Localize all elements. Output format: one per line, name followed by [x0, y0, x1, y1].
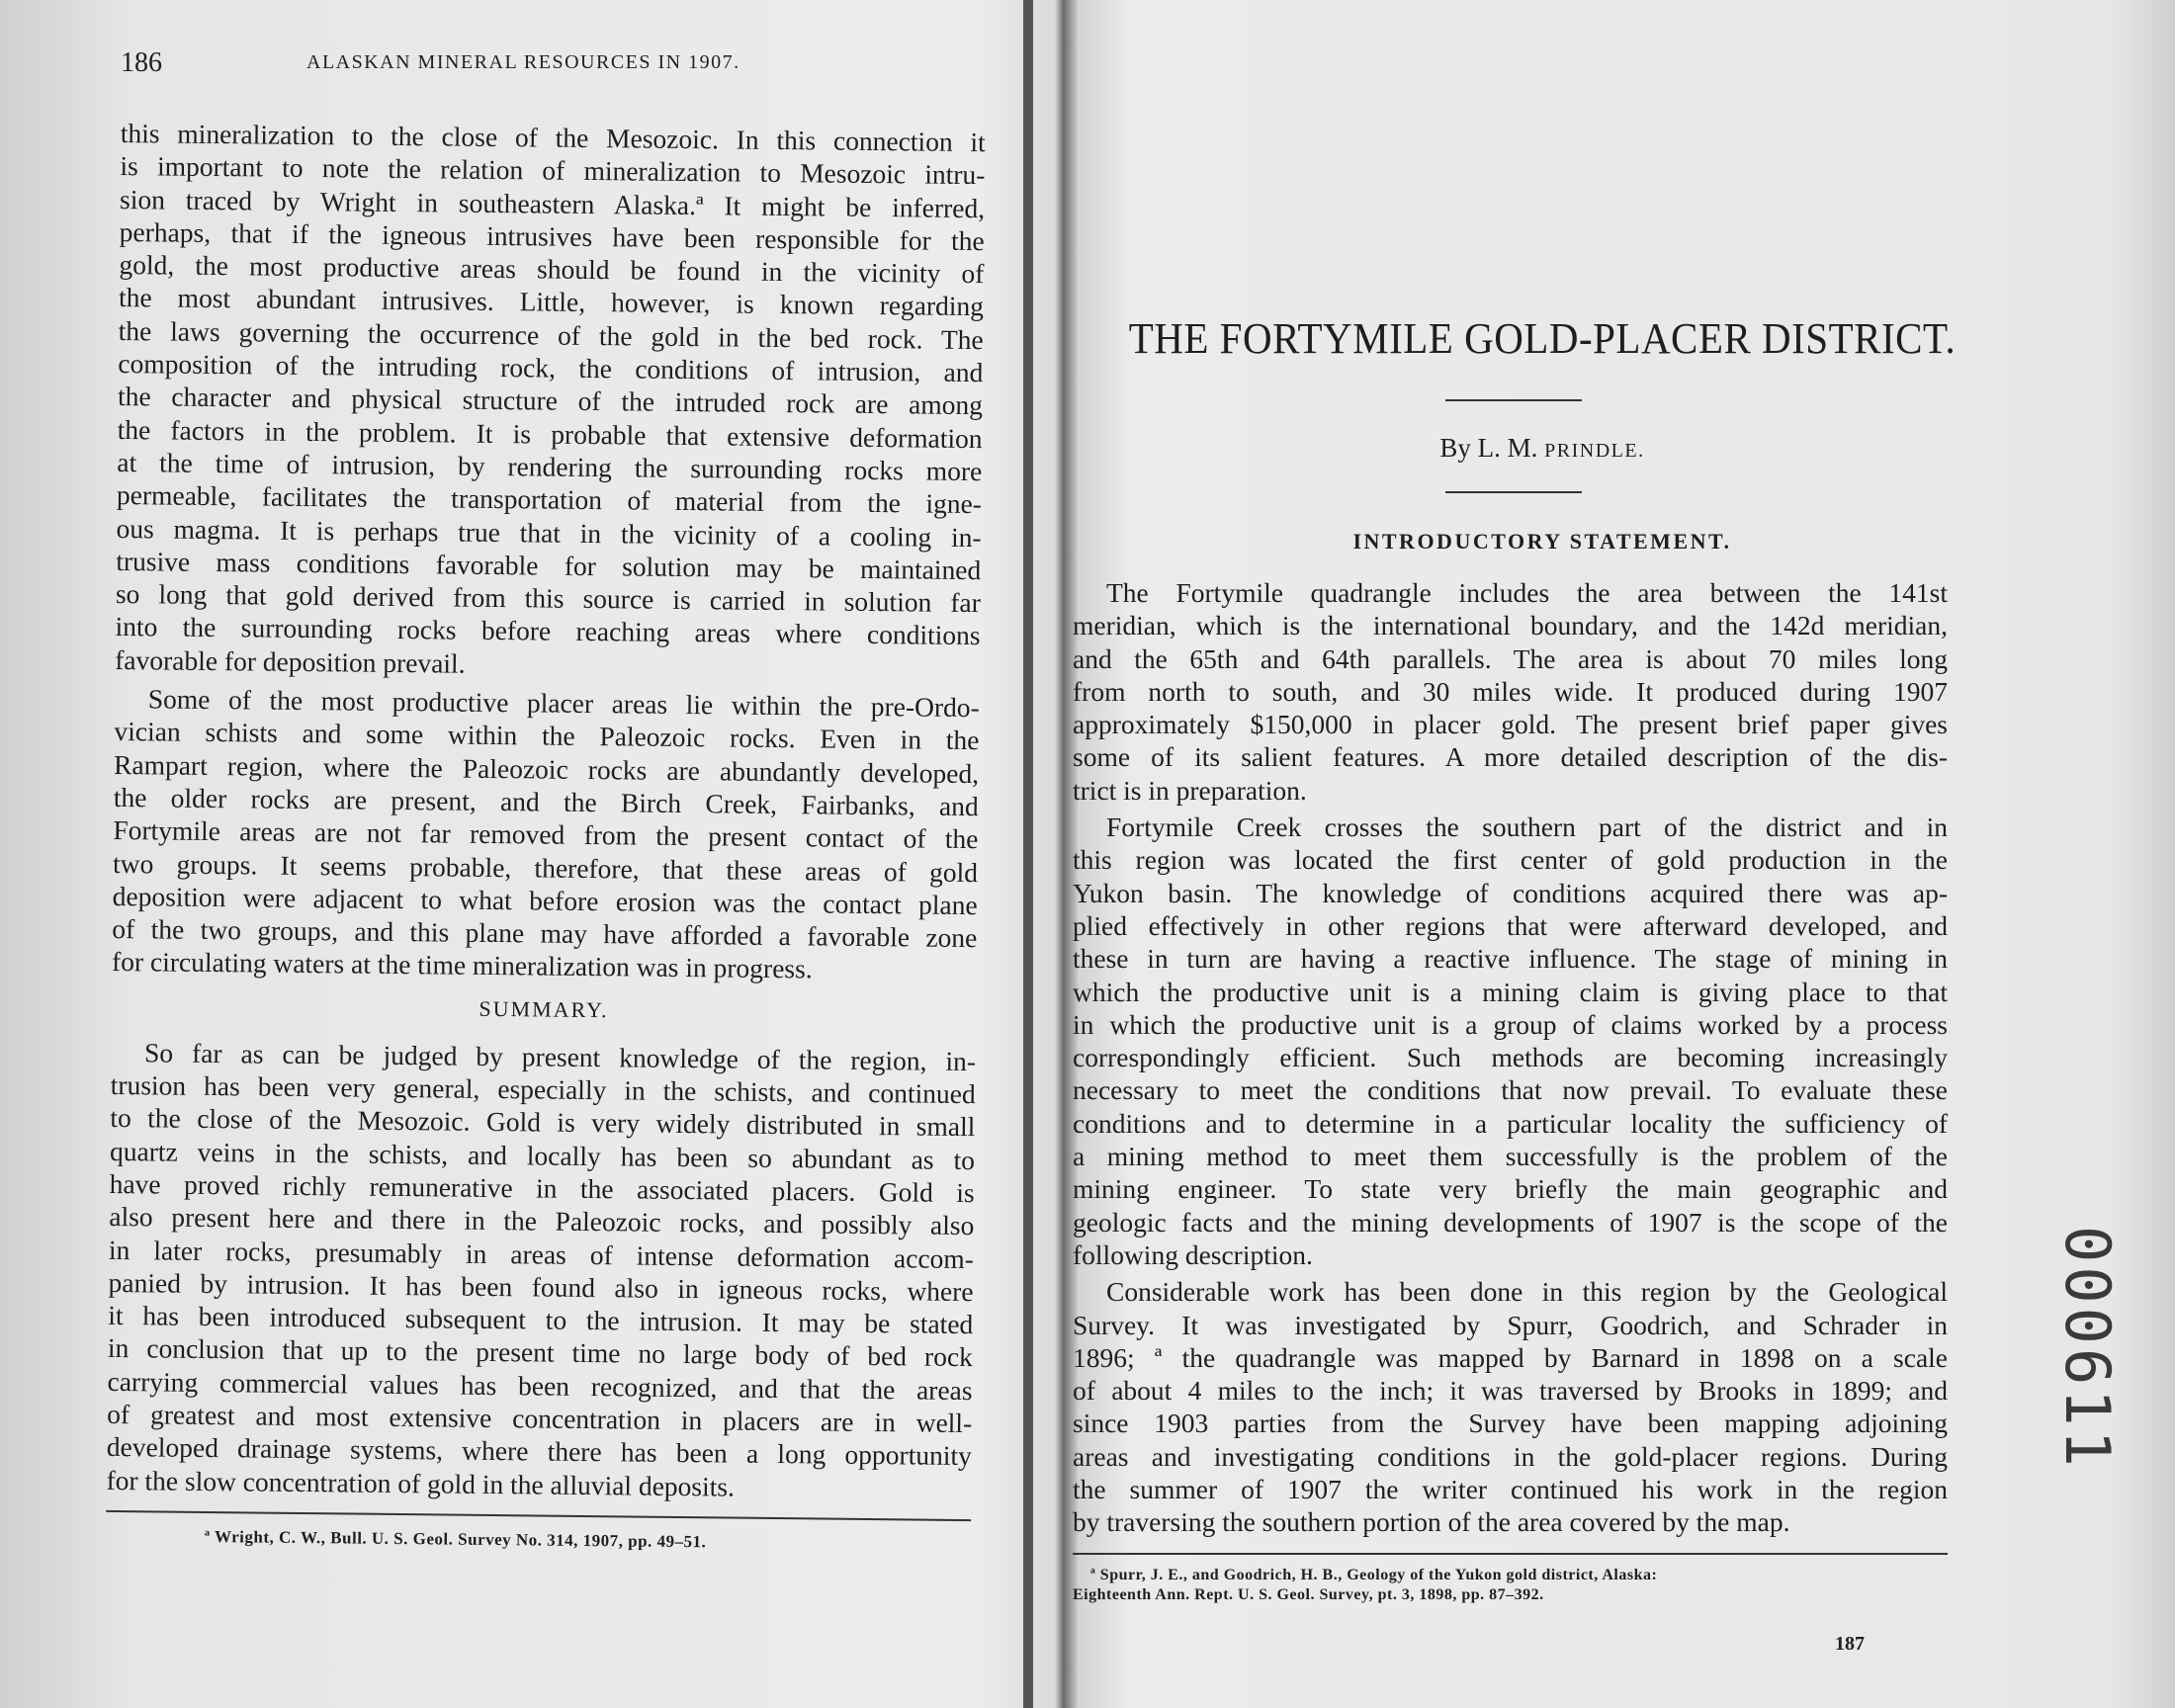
running-head-title: ALASKAN MINERAL RESOURCES IN 1907.	[306, 51, 740, 73]
article-title: THE FORTYMILE GOLD-PLACER DISTRICT.	[1128, 313, 1957, 363]
text-line: Survey. It was investigated by Spurr, Goodrich, and Schrader in	[1073, 1309, 1948, 1340]
text-line: trusion has been very general, especially in the schists, and continued	[110, 1068, 976, 1110]
text-line: in conclusion that up to the present time no large body of bed rock	[107, 1332, 974, 1373]
text-line: deposition were adjacent to what before erosion was the contact plane	[112, 880, 978, 920]
text-line: it has been introduced subsequent to the intrusion. It may be stated	[108, 1300, 974, 1340]
summary-heading: SUMMARY.	[478, 995, 609, 1022]
left-paragraph-1	[115, 117, 986, 685]
text-line: the factors in the problem. It is probable that extensive deformation	[117, 413, 983, 454]
text-line: Fortymile Creek crosses the southern part of the district and in	[1106, 811, 1948, 843]
text-line: these in turn are having a reactive influence. The stage of mining in	[1073, 943, 1948, 975]
text-line: gold, the most productive areas should be found in the vicinity of	[119, 249, 985, 290]
right-footnote-rule	[1073, 1553, 1948, 1555]
left-page	[0, 0, 1023, 1708]
text-line: for the slow concentration of gold in the alluvial deposits.	[106, 1464, 736, 1502]
text-line: areas and investigating conditions in the gold-placer regions. During	[1073, 1440, 1948, 1472]
text-line: Fortymile areas are not far removed from the present contact of the	[113, 814, 979, 855]
text-line: since 1903 parties from the Survey have been mapping adjoining	[1073, 1408, 1948, 1439]
accession-stamp-number: 000611	[2051, 1226, 2124, 1471]
text-line: of greatest and most extensive concentration in placers are in well-	[107, 1398, 973, 1439]
right-footnote-line-1: ª Spurr, J. E., and Goodrich, H. B., Geology of the Yukon gold district, Alaska:	[1090, 1566, 1658, 1583]
right-paragraph-1	[1073, 576, 1948, 807]
right-text-column	[1073, 576, 1948, 1604]
text-line: plied effectively in other regions that were afterward developed, and	[1073, 909, 1948, 941]
text-line: the older rocks are present, and the Birch Creek, Fairbanks, and	[113, 781, 979, 822]
text-line: a mining method to meet them successfully is the problem of the	[1073, 1141, 1948, 1172]
text-line: into the surrounding rocks before reaching areas where conditions	[115, 611, 981, 651]
text-line: of the two groups, and this plane may have afforded a favorable zone	[112, 913, 978, 954]
intro-heading: INTRODUCTORY STATEMENT.	[1352, 529, 1732, 554]
text-line: quartz veins in the schists, and locally has been so abundant as to	[109, 1135, 976, 1175]
left-page-number: 186	[121, 47, 162, 78]
text-line: permeable, facilitates the transportation of material from the igne-	[116, 479, 983, 520]
byline-prefix: By L. M.	[1439, 433, 1545, 463]
text-line: Rampart region, where the Paleozoic rocks are abundantly developed,	[113, 748, 980, 789]
text-line: the character and physical structure of the intruded rock are among	[117, 381, 984, 421]
text-line: necessary to meet the conditions that now prevail. To evaluate these	[1073, 1074, 1948, 1106]
text-line: for circulating waters at the time mineralization was in progress.	[111, 946, 813, 984]
title-rule-top	[1445, 399, 1582, 401]
text-line: Considerable work has been done in this region by the Geological	[1106, 1276, 1948, 1308]
right-page-number: 187	[1835, 1633, 1865, 1655]
right-paragraph-3	[1073, 1275, 1948, 1538]
text-line: sion traced by Wright in southeastern Alaska.ª It might be inferred,	[119, 183, 986, 223]
text-line: developed drainage systems, where there has been a long opportunity	[106, 1431, 973, 1472]
text-line: trusive mass conditions favorable for solution may be maintained	[116, 545, 982, 585]
text-line: is important to note the relation of mineralization to Mesozoic intru-	[120, 150, 986, 191]
text-line: this region was located the first center of gold production in the	[1073, 844, 1948, 876]
text-line: geologic facts and the mining developments of 1907 is the scope of the	[1073, 1206, 1948, 1238]
text-line: favorable for deposition prevail.	[115, 643, 466, 679]
text-line: and the 65th and 64th parallels. The area is about 70 miles long	[1073, 642, 1948, 674]
title-rule-bottom	[1445, 491, 1582, 493]
text-line: have proved richly remunerative in the associated placers. Gold is	[109, 1167, 975, 1209]
text-line: approximately $150,000 in placer gold. The present brief paper gives	[1073, 709, 1948, 740]
text-line: to the close of the Mesozoic. Gold is very widely distributed in small	[110, 1102, 976, 1143]
text-line: meridian, which is the international boundary, and the 142d meridian,	[1073, 610, 1948, 641]
text-line: in later rocks, presumably in areas of intense deformation accom-	[108, 1234, 975, 1274]
text-line: panied by intrusion. It has been found also in igneous rocks, where	[108, 1266, 974, 1307]
text-line: ous magma. It is perhaps true that in the vicinity of a cooling in-	[116, 512, 982, 553]
text-line: some of its salient features. A more detailed description of the dis-	[1073, 741, 1948, 773]
text-line: conditions and to determine in a particular locality the sufficiency of	[1073, 1107, 1948, 1139]
text-line: which the productive unit is a mining claim is giving place to that	[1073, 976, 1948, 1007]
text-line: perhaps, that if the igneous intrusives have been responsible for the	[119, 215, 985, 257]
text-line: The Fortymile quadrangle includes the area between the 141st	[1106, 577, 1948, 608]
right-footnote-line-2: Eighteenth Ann. Rept. U. S. Geol. Survey, pt. 3, 1898, pp. 87–392.	[1073, 1585, 1544, 1603]
left-footnote-rule	[106, 1510, 971, 1521]
text-line: carrying commercial values has been recognized, and that the areas	[107, 1365, 973, 1406]
text-line: composition of the intruding rock, the conditions of intrusion, and	[118, 348, 984, 388]
left-paragraph-2	[112, 682, 980, 987]
left-text-column	[106, 117, 986, 1555]
byline	[1107, 433, 1977, 464]
byline-author: PRINDLE.	[1544, 440, 1645, 462]
accession-stamp	[2051, 1226, 2133, 1471]
text-line: correspondingly efficient. Such methods are becoming increasingly	[1073, 1042, 1948, 1073]
text-line: so long that gold derived from this source is carried in solution far	[115, 578, 982, 619]
right-paragraph-2	[1073, 811, 1948, 1271]
text-line: mining engineer. To state very briefly the main geographic and	[1073, 1173, 1948, 1205]
text-line: vician schists and some within the Paleozoic rocks. Even in the	[114, 716, 980, 756]
text-line: at the time of intrusion, by rendering the surrounding rocks more	[117, 446, 983, 487]
left-footnote: ª Wright, C. W., Bull. U. S. Geol. Survey No. 314, 1907, pp. 49–51.	[204, 1526, 707, 1552]
text-line: two groups. It seems probable, therefore, that these areas of gold	[112, 847, 979, 888]
text-line: So far as can be judged by present knowledge of the region, in-	[143, 1037, 977, 1076]
text-line: from north to south, and 30 miles wide. It produced during 1907	[1073, 675, 1948, 707]
text-line: Yukon basin. The knowledge of conditions acquired there was ap-	[1073, 877, 1948, 908]
text-line: of about 4 miles to the inch; it was traversed by Brooks in 1899; and	[1073, 1375, 1948, 1407]
text-line: 1896; ª the quadrangle was mapped by Barnard in 1898 on a scale	[1073, 1341, 1948, 1373]
text-line: also present here and there in the Paleozoic rocks, and possibly also	[109, 1201, 975, 1241]
text-line: the summer of 1907 the writer continued his work in the region	[1073, 1474, 1948, 1505]
text-line: by traversing the southern portion of the area covered by the map.	[1073, 1506, 1790, 1538]
text-line: this mineralization to the close of the Mesozoic. In this connection it	[120, 117, 986, 158]
text-line: following description.	[1073, 1238, 1313, 1270]
text-line: Some of the most productive placer areas lie within the pre-Ordo-	[147, 683, 980, 724]
text-line: trict is in preparation.	[1073, 774, 1307, 806]
text-line: in which the productive unit is a group of claims worked by a process	[1073, 1008, 1948, 1040]
book-gutter	[1023, 0, 1033, 1708]
text-line: the laws governing the occurrence of the gold in the bed rock. The	[118, 314, 984, 355]
left-paragraph-3	[106, 1036, 976, 1505]
text-line: the most abundant intrusives. Little, however, is known regarding	[118, 282, 985, 322]
